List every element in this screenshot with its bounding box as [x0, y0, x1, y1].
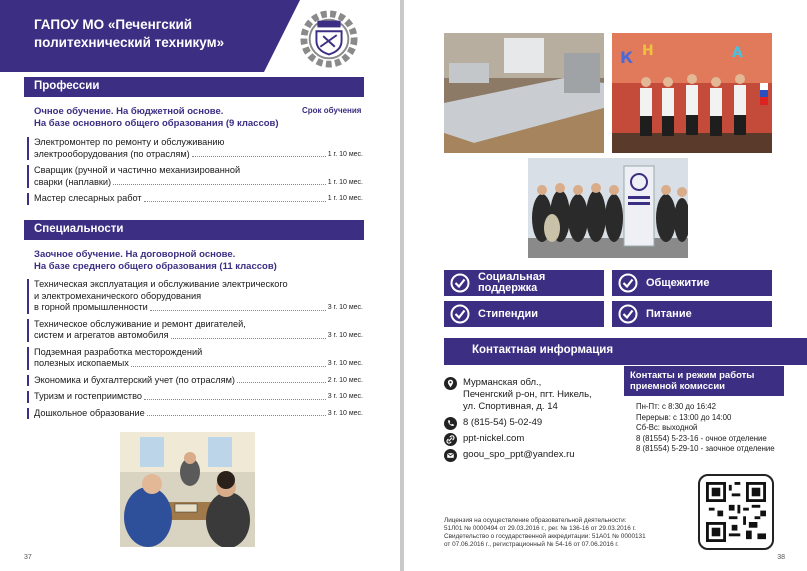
dotted-leader — [171, 338, 326, 339]
professions-subtitle-line1: Очное обучение. На бюджетной основе. — [34, 106, 224, 117]
program-name: Техническая эксплуатация и обслуживание электрического — [34, 279, 288, 289]
check-circle-icon — [450, 273, 470, 293]
feature-label: Стипендии — [478, 308, 539, 320]
website-item — [444, 433, 524, 446]
program-duration: 3 г. 10 мес. — [327, 409, 363, 417]
admissions-hours-header — [624, 366, 784, 396]
program-name: в горной промышленности — [34, 302, 148, 312]
program-duration: 3 г. 10 мес. — [327, 393, 363, 400]
program-name: Экономика и бухгалтерский учет (по отраслям) — [34, 374, 235, 385]
address-item — [444, 377, 592, 413]
hours-line: Пн-Пт: с 8:30 до 16:42 — [636, 402, 716, 411]
dotted-leader — [144, 201, 326, 202]
page-number-right: 38 — [777, 554, 785, 561]
section-professions: Профессии — [24, 77, 364, 97]
students-stage-photo — [612, 33, 772, 153]
program-name: и электромеханического оборудования — [34, 290, 202, 301]
feature-label-line1: Социальная — [478, 271, 546, 283]
program-name: Дошкольное образование — [34, 407, 145, 418]
hours-title-line2: приемной комиссии — [630, 381, 726, 392]
program-item — [27, 375, 363, 387]
chess-photo — [120, 432, 255, 547]
dotted-leader — [150, 310, 326, 311]
address-line3: ул. Спортивная, д. 14 — [463, 401, 558, 412]
program-duration: 3 г. 10 мес. — [327, 332, 363, 339]
program-duration: 1 г. 10 мес. — [327, 195, 363, 202]
professions-subtitle-line2: На базе основного общего образования (9 классов) — [34, 118, 279, 129]
program-name: Туризм и гостеприимство — [34, 391, 143, 401]
program-name: Сварщик (ручной и частично механизированной — [34, 165, 241, 175]
svg-text:А: А — [732, 45, 743, 61]
program-duration: 1 г. 10 мес. — [327, 178, 363, 186]
program-item — [27, 391, 363, 403]
feature-scholarships — [444, 301, 604, 327]
left-page — [0, 0, 400, 571]
group-photo — [528, 158, 688, 258]
svg-text:Н: Н — [642, 43, 654, 59]
hours-line: Сб-Вс: выходной — [636, 423, 698, 432]
program-item — [27, 347, 363, 370]
feature-dormitory — [612, 270, 772, 296]
program-item — [27, 408, 363, 420]
dotted-leader — [192, 156, 326, 157]
program-item — [27, 137, 363, 160]
duration-header: Срок обучения — [302, 106, 362, 115]
program-duration: 3 г. 10 мес. — [327, 360, 363, 367]
program-item — [27, 165, 363, 188]
program-name: полезных ископаемых — [34, 358, 129, 368]
hours-line: Перерыв: с 13:00 до 14:00 — [636, 412, 732, 422]
professions-subtitle — [34, 106, 279, 130]
page-title: ГАПОУ МО «Печенгский политехнический техникум» — [34, 17, 225, 50]
program-item — [27, 279, 363, 314]
dotted-leader — [144, 399, 326, 400]
program-name: систем и агрегатов автомобиля — [34, 330, 169, 340]
qr-code-icon — [706, 482, 766, 542]
link-icon — [444, 433, 457, 446]
check-circle-icon — [618, 304, 638, 324]
check-circle-icon — [450, 304, 470, 324]
dotted-leader — [131, 366, 326, 367]
phone-item — [444, 417, 542, 430]
feature-label: Питание — [646, 308, 692, 320]
section-specialties: Специальности — [24, 220, 364, 240]
program-name: электрооборудования (по отраслям) — [34, 148, 190, 159]
email-item — [444, 449, 575, 462]
hours-line: 8 (81554) 5-23-16 - очное отделение — [636, 433, 767, 443]
license-line: Свидетельство о государственной аккредитации: 51А01 № 0000131 — [444, 533, 646, 540]
qr-code[interactable] — [698, 474, 774, 550]
phone-icon — [444, 417, 457, 430]
feature-meals — [612, 301, 772, 327]
email-address[interactable]: goou_spo_ppt@yandex.ru — [463, 449, 575, 460]
program-name: Подземная разработка месторождений — [34, 346, 203, 357]
program-name: Электромонтер по ремонту и обслуживанию — [34, 137, 225, 147]
specialties-subtitle-line2: На базе среднего общего образования (11 классов) — [34, 261, 277, 272]
college-logo-icon — [300, 10, 358, 68]
hours-line: 8 (81554) 5-29-10 - заочное отделение — [636, 444, 775, 453]
program-name: Мастер слесарных работ — [34, 193, 142, 203]
check-circle-icon — [618, 273, 638, 293]
specialties-subtitle — [34, 249, 277, 273]
program-name: Техническое обслуживание и ремонт двигателей, — [34, 318, 246, 329]
program-duration: 1 г. 10 мес. — [327, 150, 363, 158]
website-link[interactable]: ppt-nickel.com — [463, 433, 525, 444]
program-duration: 2 г. 10 мес. — [327, 376, 363, 384]
dotted-leader — [113, 184, 326, 185]
program-duration: 3 г. 10 мес. — [327, 304, 363, 311]
admissions-hours — [636, 402, 775, 455]
license-info — [444, 517, 674, 549]
address-line1: Мурманская обл., — [463, 377, 542, 388]
specialties-subtitle-line1: Заочное обучение. На договорной основе. — [34, 249, 236, 260]
program-item — [27, 319, 363, 342]
feature-label-line2: поддержка — [478, 282, 538, 294]
feature-label: Общежитие — [646, 277, 710, 289]
page-number-left: 37 — [24, 554, 32, 561]
license-line: 51Л01 № 0000494 от 29.03.2016 г., рег. № 136-16 от 29.03.2016 г. — [444, 525, 636, 532]
email-icon — [444, 449, 457, 462]
phone-number[interactable]: 8 (815-54) 5-02-49 — [463, 417, 543, 428]
dotted-leader — [237, 382, 326, 383]
hours-title-line1: Контакты и режим работы — [630, 370, 755, 381]
svg-text:К: К — [620, 48, 634, 67]
feature-social-support — [444, 270, 604, 296]
contact-info-bar: Контактная информация — [444, 338, 807, 365]
dotted-leader — [147, 415, 326, 416]
license-line: Лицензия на осуществление образовательной деятельности: — [444, 517, 627, 524]
workshop-photo — [444, 33, 604, 153]
address-line2: Печенгский р-он, пгт. Никель, — [463, 389, 592, 400]
program-item — [27, 193, 363, 205]
right-page — [404, 0, 807, 571]
location-pin-icon — [444, 377, 457, 390]
license-line: от 07.06.2016 г., регистрационный № 54-16 от 07.06.2016 г. — [444, 541, 619, 548]
program-name: сварки (наплавки) — [34, 176, 112, 187]
